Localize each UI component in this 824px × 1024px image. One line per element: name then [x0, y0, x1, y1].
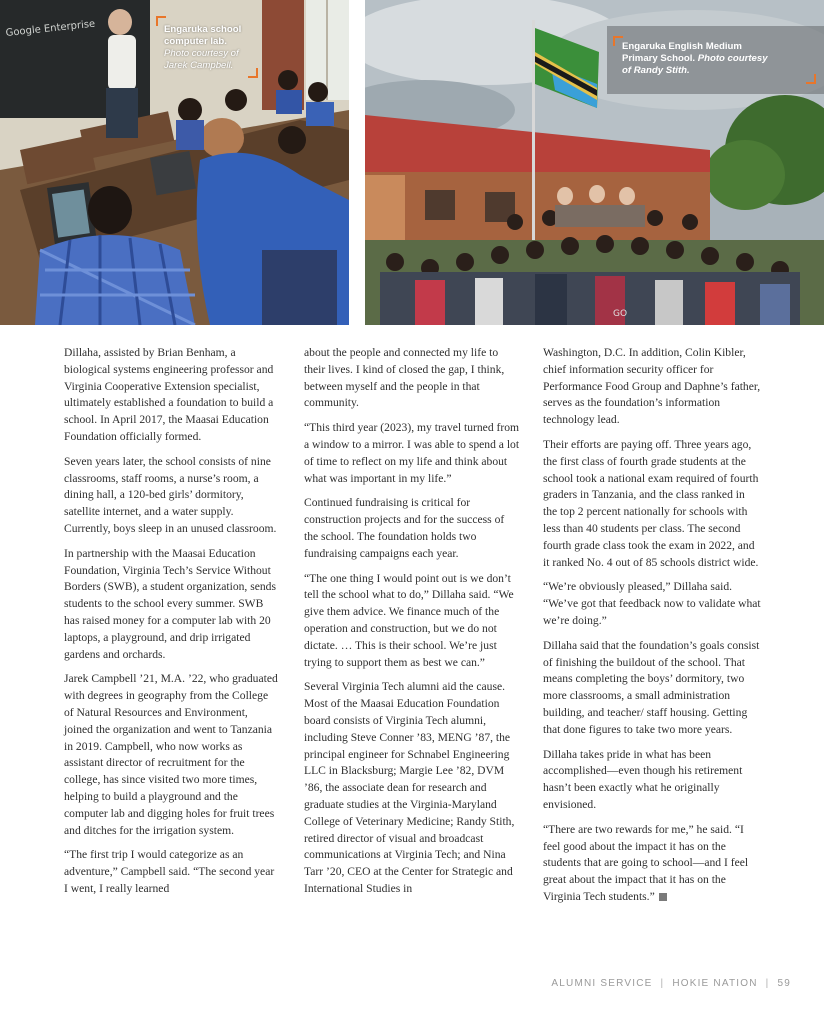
- paragraph: Jarek Campbell ’21, M.A. ’22, who graduated with degrees in geography from the College of Natural Resources and Environment, joined the organization and went to Tanzania in 2019. Campbell, who now works as assistant director of recruitment for the college, has since visited two more times, helping to build a playground and the computer lab and digging holes for fruit trees and ditches for the irrigation system.: [64, 672, 278, 837]
- paragraph: about the people and connected my life to their lives. I kind of closed the gap, I think, between myself and the people in that community.: [304, 346, 505, 410]
- chalkboard-writing: Google Enterprise: [5, 18, 96, 39]
- final-paragraph: [543, 822, 761, 906]
- caption-bracket-top-left: [156, 16, 166, 26]
- computer-lab-caption: [164, 24, 284, 72]
- folio-separator: |: [765, 978, 770, 989]
- caption-title-line-1: Engaruka school: [164, 24, 242, 35]
- paragraph: Their efforts are paying off. Three years ago, the first class of fourth grade students at the school took a national exam required of fourth graders in Tanzania, and the class ranked in the top 2 percent nationally for schools with less than 40 students per class. The second fourth grade class took the exam in 2022, and it ranked No. 4 out of 85 schools district wide.: [543, 437, 759, 569]
- caption-title-line-2: computer lab.: [164, 36, 227, 47]
- paragraph: Washington, D.C. In addition, Colin Kibler, chief information security officer for Performance Food Group and Daphne’s father, serves as the foundation’s information technology lead.: [543, 346, 761, 427]
- caption-bracket-top-left: [613, 36, 623, 46]
- article-column-2: [304, 345, 520, 906]
- caption-credit-line-2: Jarek Campbell.: [164, 60, 234, 71]
- folio-section: ALUMNI SERVICE: [551, 978, 653, 989]
- paragraph: “This third year (2023), my travel turned from a window to a mirror. I was able to spend a lot of time to reflect on my life and think about what was important in my life.”: [304, 421, 520, 485]
- caption-title: [164, 24, 284, 48]
- primary-school-caption: [607, 26, 824, 94]
- article-column-3: [543, 345, 761, 914]
- caption-bracket-bottom-right: [248, 68, 258, 78]
- end-of-story-mark: [659, 893, 667, 901]
- paragraph: Dillaha, assisted by Brian Benham, a biological systems engineering professor and Virginia Cooperative Extension specialist, ultimately established a foundation to build a school. In April 2017, the Maasai Education Foundation officially formed.: [64, 346, 274, 443]
- caption-credit-line-1: Photo courtesy: [697, 53, 768, 64]
- paragraph: “The first trip I would categorize as an adventure,” Campbell said. “The second year I went, I really learned: [64, 848, 275, 895]
- folio-magazine: HOKIE NATION: [672, 978, 758, 989]
- paragraph-text: “There are two rewards for me,” he said. “I feel good about the impact it has on the students that are going to school—and I feel great about the impact that it has on the Virginia Tech students.”: [543, 822, 749, 903]
- caption-title-line-1: Engaruka English Medium: [622, 41, 742, 52]
- article-column-1: [64, 345, 278, 906]
- paragraph: Seven years later, the school consists of nine classrooms, staff rooms, a nurse’s room, a dining hall, a 120-bed girls’ dormitory, satellite internet, and a water supply. Currently, boys sleep in an unused classroom.: [64, 454, 277, 535]
- flagpole: [532, 20, 535, 250]
- paragraph: “The one thing I would point out is we don’t tell the school what to do,” Dillaha said. “We give them advice. We finance much of the operation and construction, but we do not dictate. … This is their school. We’re just trying to support them as best we can.”: [304, 571, 514, 669]
- paragraph: In partnership with the Maasai Education Foundation, Virginia Tech’s Service Without Borders (SWB), a student organization, sends students to the school every summer. SWB has raised money for a computer lab with 20 laptops, a playground, and drip irrigated gardens and orchards.: [64, 546, 276, 661]
- caption-title-line-2: Primary School.: [622, 53, 696, 64]
- paragraph: Several Virginia Tech alumni aid the cause. Most of the Maasai Education Foundation board consists of Virginia Tech alumni, including Steve Conner ’83, MENG ’87, the principal engineer for Schnabel Engineering LLC in Blacksburg; Margie Lee ’82, DVM ’86, the associate dean for research and graduate studies at the Virginia-Maryland College of Veterinary Medicine; Randy Stith, retired director of visual and broadcast communications at Virginia Tech; and Nina Tarr ’20, CEO at the Center for Strategic and International Studies in: [304, 680, 515, 895]
- paragraph: “We’re obviously pleased,” Dillaha said. “We’ve got that feedback now to validate what we’re doing.”: [543, 580, 761, 627]
- shirt-lettering: GO: [613, 309, 628, 319]
- caption-credit: [164, 48, 284, 72]
- page-number: 59: [777, 978, 791, 989]
- caption-credit-line-2: of Randy Stith.: [622, 65, 690, 76]
- caption-title: [622, 41, 814, 77]
- paragraph: Continued fundraising is critical for construction projects and for the success of the school. The foundation holds two fundraising campaigns each year.: [304, 496, 505, 560]
- caption-credit-line-1: Photo courtesy of: [164, 48, 239, 59]
- paragraph: Dillaha said that the foundation’s goals consist of finishing the buildout of the school. That means completing the boys’ dormitory, two more classrooms, a small administration building, and teacher/ staff housing. Getting that done figures to take two more years.: [543, 638, 760, 736]
- paragraph: Dillaha takes pride in what has been accomplished—even though his retirement hasn’t been exactly what he originally envisioned.: [543, 747, 743, 811]
- caption-bracket-bottom-right: [806, 74, 816, 84]
- folio-separator: |: [660, 978, 665, 989]
- page-folio: [551, 978, 791, 989]
